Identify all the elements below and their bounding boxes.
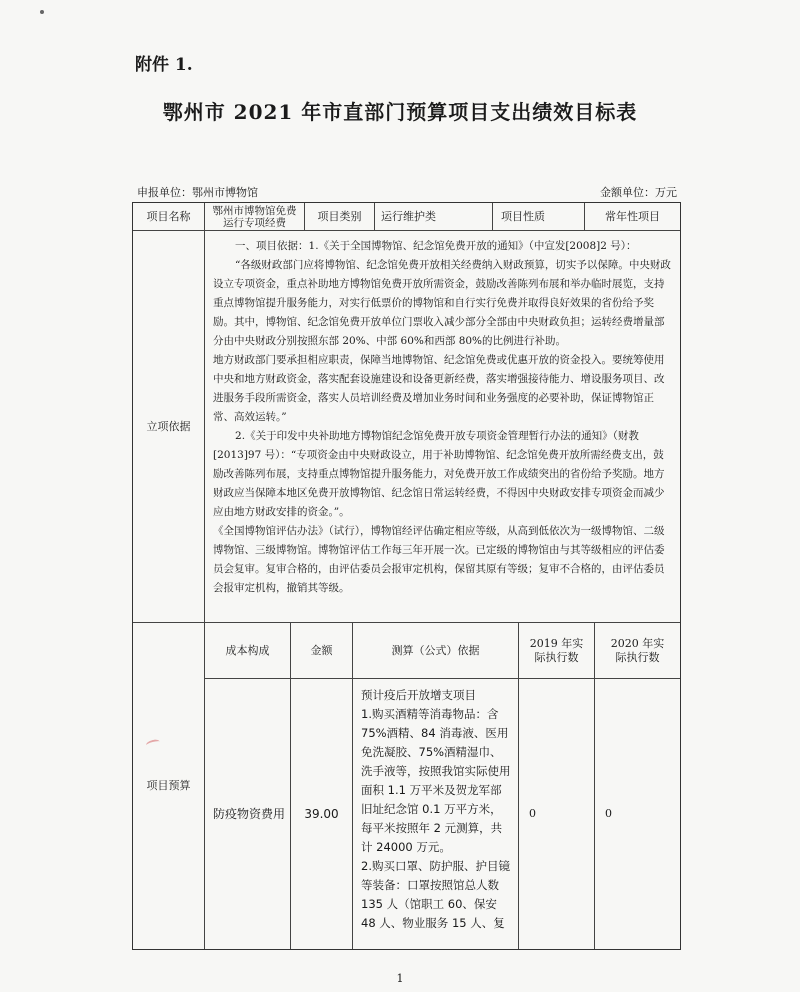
basis-paragraph: 地方财政部门要承担相应职责，保障当地博物馆、纪念馆免费或优惠开放的资金投入。要统筹使用中央和地方财政资金，落实配套设施建设和设备更新经费，落实增强接待能力、增设服务项目、改进服务手段所需资金，落实人员培训经费及增加业务时间和业务强度的必要补助，保证博物馆正常、高效运转。” [213, 354, 665, 423]
project-name-value: 鄂州市博物馆免费运行专项经费 [205, 203, 305, 231]
budget-header-formula: 测算（公式）依据 [353, 623, 519, 679]
budget-label: 项目预算 [133, 623, 205, 949]
project-name-label: 项目名称 [133, 203, 205, 231]
formula-line: 2.购买口罩、防护服、护目镜等装备：口罩按照馆总人数 135 人（馆职工 60、保安 48 人、物业服务 15 人、复 [361, 859, 510, 930]
basis-paragraph: “各级财政部门应将博物馆、纪念馆免费开放相关经费纳入财政预算，切实予以保障。中央财政设立专项资金，重点补助地方博物馆免费开放所需资金，鼓励改善陈列布展和举办临时展览，支持重点博物馆提升服务能力，对实行低票价的博物馆和自行实行免费并取得良好效果的省份给予奖励。其中，博物馆、纪念馆免费开放单位门票收入减少部分全部由中央财政负担；运转经费增量部分由中央财政分别按照东部 20%、中部 60%和西部 80%的比例进行补助。 [213, 259, 671, 347]
formula-line: 1.购买酒精等消毒物品：含 75%酒精、84 消毒液、医用免洗凝胶、75%酒精湿巾、洗手液等，按照我馆实际使用面积 1.1 万平米及贺龙军部旧址纪念馆 0.1 万平方米，每平米按照年 2 元测算，共计 24000 万元。 [361, 707, 511, 854]
budget-header-2019: 2019 年实际执行数 [519, 623, 595, 679]
budget-2019: 0 [519, 679, 595, 949]
target-table [132, 202, 681, 950]
category-value: 运行维护类 [375, 203, 493, 231]
basis-label: 立项依据 [133, 231, 205, 623]
applicant-unit: 申报单位：鄂州市博物馆 [137, 186, 258, 199]
basis-paragraph: 2.《关于印发中央补助地方博物馆纪念馆免费开放专项资金管理暂行办法的通知》（财教[2013]97 号）：“专项资金由中央财政设立，用于补助博物馆、纪念馆免费开放所需经费支出，鼓励改善陈列布展，支持重点博物馆提升服务能力，对免费开放工作成绩突出的省份给予奖励。地方财政应当保障本地区免费开放博物馆、纪念馆日常运转经费，不得因中央财政安排专项资金而减少应由地方财政安排的资金。”。 [213, 430, 665, 518]
basis-text [205, 231, 680, 623]
formula-line: 预计疫后开放增支项目 [361, 688, 476, 702]
page-number: 1 [396, 972, 404, 985]
basis-paragraph: 一、项目依据：1.《关于全国博物馆、纪念馆免费开放的通知》（中宣发[2008]2 号）： [235, 240, 637, 252]
nature-value: 常年性项目 [585, 203, 680, 231]
document-title: 鄂州市 2021 年市直部门预算项目支出绩效目标表 [162, 100, 638, 124]
budget-2020: 0 [605, 807, 612, 820]
budget-component: 防疫物资费用 [205, 679, 291, 949]
budget-formula [355, 681, 517, 933]
nature-label: 项目性质 [493, 203, 585, 231]
scan-dot [40, 10, 44, 14]
attachment-label: 附件 1. [135, 55, 193, 75]
category-label: 项目类别 [305, 203, 375, 231]
basis-paragraph: 《全国博物馆评估办法》（试行），博物馆经评估确定相应等级，从高到低依次为一级博物馆、二级博物馆、三级博物馆。博物馆评估工作每三年开展一次。已定级的博物馆由与其等级相应的评估委员会复审。复审合格的，由评估委员会报审定机构，保留其原有等级；复审不合格的，由评估委员会报审定机构，撤销其等级。 [213, 525, 665, 594]
budget-header-amount: 金额 [291, 623, 353, 679]
budget-header-component: 成本构成 [205, 623, 291, 679]
budget-amount: 39.00 [291, 679, 353, 949]
budget-header-2020: 2020 年实际执行数 [595, 623, 680, 679]
amount-unit: 金额单位：万元 [600, 186, 677, 199]
